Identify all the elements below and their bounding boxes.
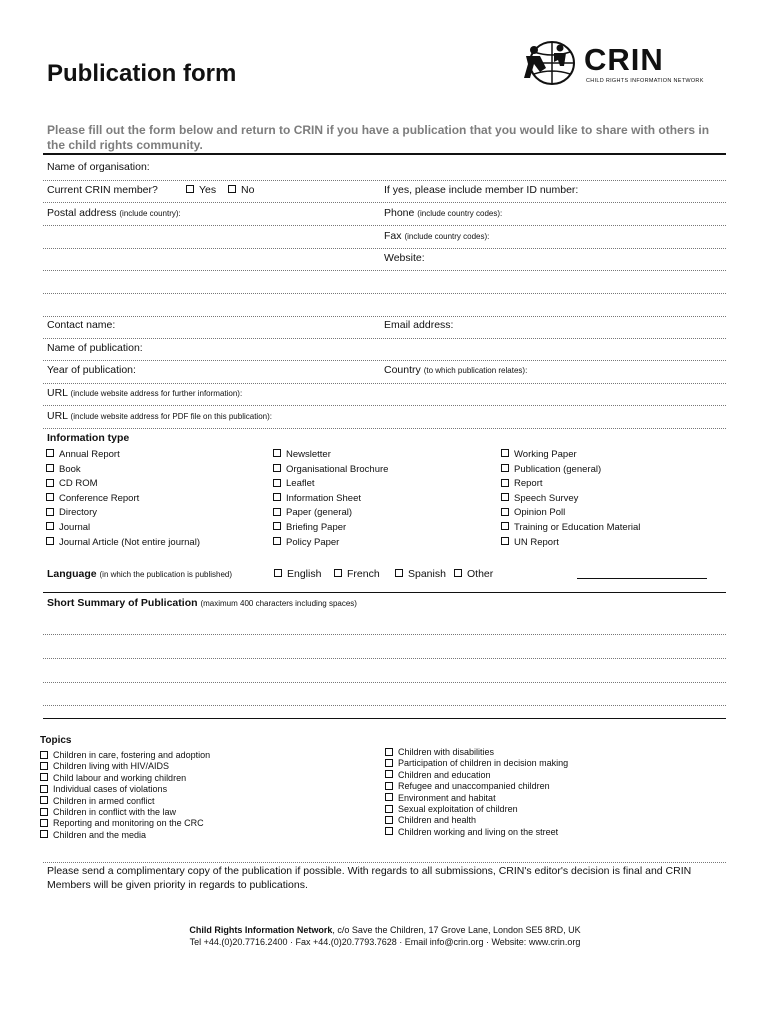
url-pdf-label: URL (include website address for PDF file on this publication):: [47, 410, 272, 422]
checkbox-icon[interactable]: [46, 537, 54, 545]
checkbox-icon[interactable]: [501, 479, 509, 487]
option-label: Sexual exploitation of children: [398, 804, 518, 814]
option-item[interactable]: [40, 830, 146, 840]
option-label: Paper (general): [286, 507, 353, 519]
option-label: UN Report: [514, 536, 559, 548]
org-name-label: Name of organisation:: [47, 161, 150, 173]
option-item[interactable]: [40, 784, 167, 794]
option-item[interactable]: [46, 464, 81, 475]
checkbox-icon[interactable]: [40, 796, 48, 804]
option-item[interactable]: [40, 750, 210, 760]
crin-logo: [520, 38, 720, 88]
checkbox-icon[interactable]: [40, 830, 48, 838]
language-french-option[interactable]: French: [334, 568, 380, 580]
checkbox-icon[interactable]: [273, 522, 281, 530]
checkbox-icon[interactable]: [273, 508, 281, 516]
summary-line-1[interactable]: [43, 634, 726, 635]
globe-children-icon: [520, 38, 580, 88]
option-item[interactable]: [40, 773, 186, 783]
option-label: Journal Article (Not entire journal): [59, 536, 200, 548]
option-item[interactable]: [385, 793, 496, 803]
option-item[interactable]: [273, 537, 339, 548]
option-label: Directory: [59, 507, 98, 519]
postal-address-label: Postal address (include country):: [47, 207, 181, 219]
checkbox-icon[interactable]: [385, 782, 393, 790]
checkbox-icon[interactable]: [385, 805, 393, 813]
checkbox-icon[interactable]: [454, 569, 462, 577]
checkbox-icon[interactable]: [40, 785, 48, 793]
option-label: Conference Report: [59, 492, 140, 504]
option-item[interactable]: [273, 507, 352, 518]
option-label: Training or Education Material: [514, 522, 641, 533]
option-label: Publication (general): [514, 463, 602, 475]
postal-line-5[interactable]: [43, 316, 726, 317]
checkbox-icon[interactable]: [46, 449, 54, 457]
option-label: Report: [514, 478, 543, 490]
page-title: Publication form: [47, 60, 237, 87]
option-item[interactable]: [273, 478, 315, 489]
publication-name-line[interactable]: [43, 360, 726, 361]
url-info-line[interactable]: [43, 405, 726, 406]
option-label: Children and education: [398, 769, 491, 780]
year-line[interactable]: [43, 383, 726, 384]
checkbox-icon[interactable]: [273, 449, 281, 457]
checkbox-icon[interactable]: [385, 793, 393, 801]
language-other-option[interactable]: Other: [454, 568, 493, 580]
postal-line-1[interactable]: [43, 225, 726, 226]
footer-address: Child Rights Information Network, c/o Save the Children, 17 Grove Lane, London SE5 8RD, UK: [189, 925, 581, 935]
checkbox-icon[interactable]: [40, 773, 48, 781]
option-label: Environment and habitat: [398, 792, 496, 803]
member-yes-option[interactable]: Yes: [186, 184, 216, 196]
option-label: Speech Survey: [514, 492, 579, 504]
email-label: Email address:: [384, 319, 454, 331]
summary-label: Short Summary of Publication (maximum 400 characters including spaces): [47, 597, 357, 609]
intro-text: Please fill out the form below and return to CRIN if you have a publication that you would like to share with others in the child rights community.: [47, 123, 710, 152]
language-other-line[interactable]: [577, 578, 707, 579]
checkbox-icon[interactable]: [40, 808, 48, 816]
checkbox-icon[interactable]: [501, 508, 509, 516]
option-item[interactable]: [46, 449, 120, 460]
member-label: Current CRIN member?: [47, 184, 158, 196]
language-english-option[interactable]: English: [274, 568, 321, 580]
checkbox-icon[interactable]: [46, 508, 54, 516]
option-label: Working Paper: [514, 449, 577, 460]
option-label: Organisational Brochure: [286, 463, 389, 475]
member-line[interactable]: [43, 202, 726, 203]
postal-line-2[interactable]: [43, 248, 726, 249]
phone-label: Phone (include country codes):: [384, 207, 503, 219]
checkbox-icon[interactable]: [273, 479, 281, 487]
option-item[interactable]: [40, 796, 155, 806]
option-item[interactable]: [385, 747, 494, 757]
summary-line-4[interactable]: [43, 705, 726, 706]
option-item[interactable]: [46, 493, 139, 504]
checkbox-icon[interactable]: [46, 522, 54, 530]
option-item[interactable]: [273, 464, 388, 475]
option-item[interactable]: [273, 449, 331, 460]
option-item[interactable]: [40, 807, 176, 817]
logo-subtitle: CHILD RIGHTS INFORMATION NETWORK: [586, 78, 704, 84]
option-item[interactable]: [385, 827, 558, 837]
contact-name-label: Contact name:: [47, 319, 116, 331]
option-label: Journal: [59, 522, 91, 533]
contact-line[interactable]: [43, 338, 726, 339]
topics-heading: Topics: [40, 735, 72, 746]
option-item[interactable]: [385, 815, 476, 825]
option-label: Individual cases of violations: [53, 784, 168, 795]
checkbox-icon[interactable]: [46, 493, 54, 501]
checkbox-icon[interactable]: [273, 464, 281, 472]
option-item[interactable]: [385, 781, 550, 791]
option-label: Children with disabilities: [398, 747, 495, 757]
option-label: Book: [59, 463, 81, 475]
country-label: Country (to which publication relates):: [384, 364, 528, 376]
checkbox-icon[interactable]: [385, 748, 393, 756]
year-label: Year of publication:: [47, 364, 136, 376]
option-item[interactable]: [501, 464, 601, 475]
website-label: Website:: [384, 252, 425, 264]
option-item[interactable]: [273, 522, 346, 533]
option-item[interactable]: [501, 507, 565, 518]
option-label: Children and health: [398, 815, 477, 826]
checkbox-icon[interactable]: [273, 537, 281, 545]
option-label: Participation of children in decision making: [398, 758, 569, 769]
checkbox-icon[interactable]: [186, 185, 194, 193]
postal-line-3[interactable]: [43, 270, 726, 271]
option-label: Information Sheet: [286, 492, 361, 504]
logo-wordmark: CRIN: [584, 42, 664, 77]
publication-name-label: Name of publication:: [47, 342, 143, 354]
checkbox-icon[interactable]: [40, 751, 48, 759]
checkbox-icon[interactable]: [501, 493, 509, 501]
option-item[interactable]: [385, 758, 568, 768]
option-item[interactable]: [46, 507, 97, 518]
option-item[interactable]: [501, 478, 543, 489]
option-label: Children in conflict with the law: [53, 807, 177, 817]
checkbox-icon[interactable]: [40, 819, 48, 827]
option-item[interactable]: [46, 537, 200, 548]
checkbox-icon[interactable]: [501, 449, 509, 457]
notice-text: Please send a complimentary copy of the publication if possible. With regards to all submissions, CRIN's editor's decision is final and CRIN Members will be given priority in regards to publications.: [47, 865, 692, 891]
checkbox-icon[interactable]: [273, 493, 281, 501]
information-type-heading: Information type: [47, 432, 130, 444]
option-label: Opinion Poll: [514, 507, 566, 519]
option-label: Children and the media: [53, 829, 147, 840]
org-name-line[interactable]: [43, 180, 726, 181]
checkbox-icon[interactable]: [501, 537, 509, 545]
option-item[interactable]: [40, 761, 169, 771]
checkbox-icon[interactable]: [228, 185, 236, 193]
option-item[interactable]: [385, 804, 518, 814]
language-label: Language (in which the publication is published): [47, 568, 233, 580]
option-label: Leaflet: [286, 478, 315, 490]
checkbox-icon[interactable]: [40, 762, 48, 770]
option-item[interactable]: [46, 478, 98, 489]
option-label: Briefing Paper: [286, 522, 347, 533]
option-item[interactable]: [385, 770, 491, 780]
checkbox-icon[interactable]: [274, 569, 282, 577]
member-no-option[interactable]: No: [228, 184, 254, 196]
member-id-label: If yes, please include member ID number:: [384, 184, 579, 196]
section-divider: [43, 153, 726, 155]
option-item[interactable]: [46, 522, 90, 533]
option-label: Child labour and working children: [53, 772, 187, 783]
checkbox-icon[interactable]: [46, 479, 54, 487]
footer-contact: Tel +44.(0)20.7716.2400 · Fax +44.(0)20.7793.7628 · Email info@crin.org · Website: www.crin.org: [189, 937, 581, 947]
checkbox-icon[interactable]: [385, 770, 393, 778]
section-divider: [43, 592, 726, 593]
checkbox-icon[interactable]: [395, 569, 403, 577]
url-pdf-line[interactable]: [43, 428, 726, 429]
option-item[interactable]: [501, 522, 640, 533]
checkbox-icon[interactable]: [501, 522, 509, 530]
option-label: Children working and living on the street: [398, 826, 559, 837]
section-divider: [43, 862, 726, 863]
checkbox-icon[interactable]: [385, 827, 393, 835]
postal-line-4[interactable]: [43, 293, 726, 294]
section-divider: [43, 718, 726, 719]
option-label: Reporting and monitoring on the CRC: [53, 818, 204, 829]
summary-line-2[interactable]: [43, 658, 726, 659]
option-label: CD ROM: [59, 478, 98, 490]
checkbox-icon[interactable]: [501, 464, 509, 472]
url-info-label: URL (include website address for further information):: [47, 387, 243, 399]
language-spanish-option[interactable]: Spanish: [395, 568, 446, 580]
option-item[interactable]: [273, 493, 361, 504]
checkbox-icon[interactable]: [385, 816, 393, 824]
checkbox-icon[interactable]: [334, 569, 342, 577]
checkbox-icon[interactable]: [46, 464, 54, 472]
option-item[interactable]: [501, 537, 559, 548]
option-label: Children in care, fostering and adoption: [53, 750, 211, 760]
fax-label: Fax (include country codes):: [384, 230, 490, 242]
checkbox-icon[interactable]: [385, 759, 393, 767]
summary-line-3[interactable]: [43, 682, 726, 683]
option-label: Newsletter: [286, 449, 331, 460]
option-item[interactable]: [40, 818, 204, 828]
option-label: Children living with HIV/AIDS: [53, 761, 170, 772]
option-label: Policy Paper: [286, 536, 340, 548]
option-label: Refugee and unaccompanied children: [398, 781, 550, 792]
option-label: Children in armed conflict: [53, 795, 155, 806]
option-item[interactable]: [501, 449, 577, 460]
option-label: Annual Report: [59, 449, 120, 460]
option-item[interactable]: [501, 493, 578, 504]
